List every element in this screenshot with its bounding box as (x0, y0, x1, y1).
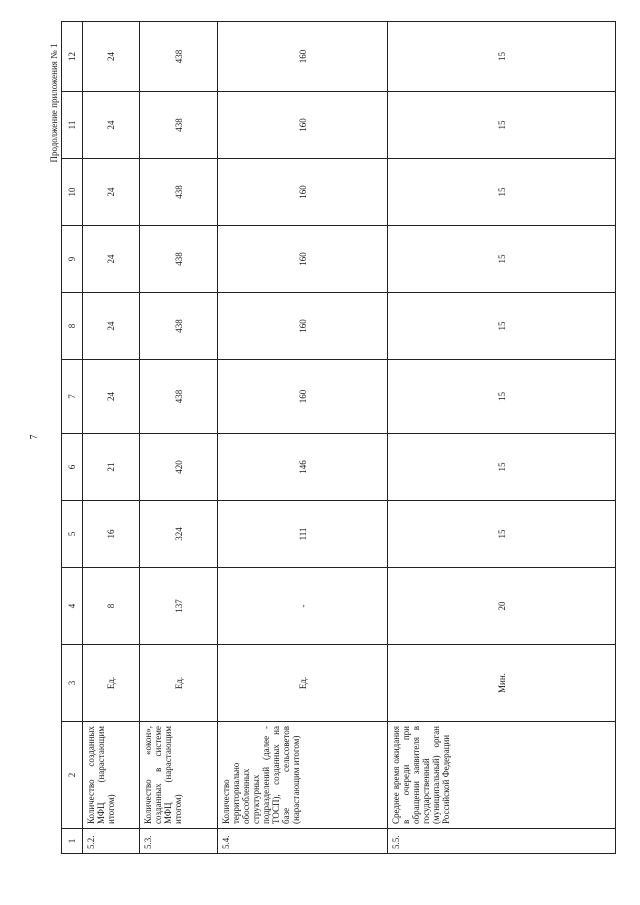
value-cell: 438 (140, 22, 218, 92)
table-row (388, 22, 616, 854)
row-number: 5.4. (218, 829, 388, 854)
value-cell: 8 (83, 568, 140, 645)
value-cell: 160 (218, 22, 388, 92)
col-header-2: 2 (62, 722, 83, 829)
header-row (62, 22, 83, 854)
value-cell: 15 (388, 360, 616, 434)
value-cell: 15 (388, 501, 616, 568)
value-cell: 16 (83, 501, 140, 568)
data-table (61, 21, 616, 854)
value-cell: 15 (388, 22, 616, 92)
value-cell: 24 (83, 159, 140, 226)
value-cell: 111 (218, 501, 388, 568)
value-cell: 438 (140, 293, 218, 360)
value-cell: 438 (140, 159, 218, 226)
unit-cell: Ед. (83, 645, 140, 722)
value-cell: 438 (140, 226, 218, 293)
col-header-5: 5 (62, 501, 83, 568)
col-header-6: 6 (62, 434, 83, 501)
table-row (140, 22, 218, 854)
value-cell: 15 (388, 159, 616, 226)
value-cell: 24 (83, 22, 140, 92)
value-cell: 15 (388, 226, 616, 293)
value-cell: 24 (83, 92, 140, 159)
value-cell: 160 (218, 159, 388, 226)
row-number: 5.3. (140, 829, 218, 854)
value-cell: 160 (218, 360, 388, 434)
col-header-4: 4 (62, 568, 83, 645)
col-header-9: 9 (62, 226, 83, 293)
table-row (83, 22, 140, 854)
value-cell: 438 (140, 360, 218, 434)
value-cell: 420 (140, 434, 218, 501)
col-header-3: 3 (62, 645, 83, 722)
row-number: 5.5. (388, 829, 616, 854)
value-cell: 160 (218, 92, 388, 159)
col-header-10: 10 (62, 159, 83, 226)
value-cell: 15 (388, 434, 616, 501)
col-header-8: 8 (62, 293, 83, 360)
value-cell: - (218, 568, 388, 645)
col-header-1: 1 (62, 829, 83, 854)
value-cell: 160 (218, 293, 388, 360)
data-table-container (61, 22, 615, 854)
value-cell: 21 (83, 434, 140, 501)
value-cell: 15 (388, 92, 616, 159)
indicator-name: Количество «окон», созданных в системе МФЦ (нарастающим итогом) (140, 722, 218, 829)
value-cell: 146 (218, 434, 388, 501)
indicator-name: Среднее время ожидания в очереди при обращении заявителя в государственный (муниципальный) орган Российской Федерации (388, 722, 616, 829)
indicator-name: Количество созданных МФЦ (нарастающим итогом) (83, 722, 140, 829)
table-row (218, 22, 388, 854)
page-number: 7 (29, 434, 40, 440)
unit-cell: Ед. (140, 645, 218, 722)
value-cell: 160 (218, 226, 388, 293)
value-cell: 438 (140, 92, 218, 159)
value-cell: 137 (140, 568, 218, 645)
value-cell: 24 (83, 360, 140, 434)
unit-cell: Мин. (388, 645, 616, 722)
value-cell: 24 (83, 226, 140, 293)
col-header-12: 12 (62, 22, 83, 92)
unit-cell: Ед. (218, 645, 388, 722)
indicator-name: Количество территориально обособленных структурных подразделений (далее - ТОСП), созданных на базе сельсоветов (нарастающим итогом) (218, 722, 388, 829)
value-cell: 24 (83, 293, 140, 360)
value-cell: 20 (388, 568, 616, 645)
row-number: 5.2. (83, 829, 140, 854)
col-header-11: 11 (62, 92, 83, 159)
value-cell: 15 (388, 293, 616, 360)
continuation-caption: Продолжение приложения № 1 (49, 43, 59, 163)
value-cell: 324 (140, 501, 218, 568)
col-header-7: 7 (62, 360, 83, 434)
